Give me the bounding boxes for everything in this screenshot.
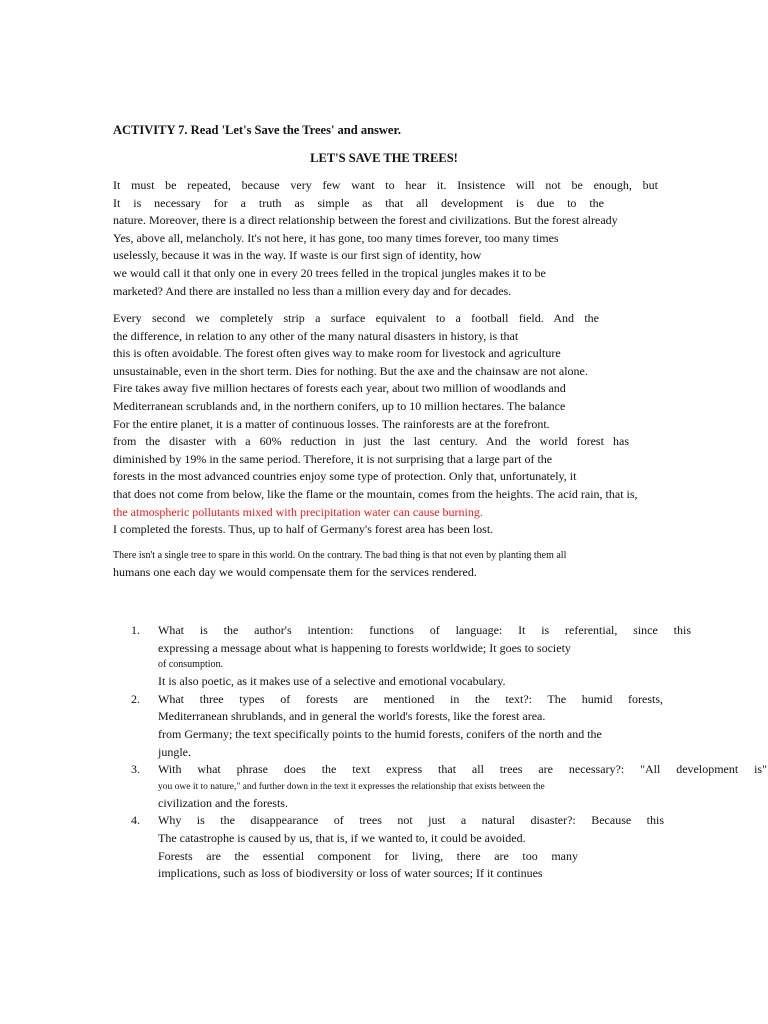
text-line: I completed the forests. Thus, up to half of Germany's forest area has been lost. <box>113 522 494 537</box>
text-line: Fire takes away five million hectares of forests each year, about two million of woodlands and <box>113 381 566 396</box>
text-line: forests in the most advanced countries enjoy some type of protection. Only that, unfortunately, it <box>113 469 577 484</box>
text-line: jungle. <box>158 744 191 759</box>
question-item <box>131 761 767 812</box>
text-line: from the disaster with a 60% reduction in just the last century. And the world forest has <box>113 434 629 449</box>
text-line: What is the author's intention: functions of language: It is referential, since this <box>158 623 691 637</box>
text-line: of consumption. <box>158 659 223 671</box>
paragraph-1 <box>113 177 658 300</box>
highlighted-text-line: the atmospheric pollutants mixed with precipitation water can cause burning. <box>113 504 483 519</box>
question-number: 2. <box>131 691 140 706</box>
text-line: Mediterranean scrublands and, in the northern conifers, up to 10 million hectares. The balance <box>113 398 566 413</box>
text-line: you owe it to nature," and further down in the text it expresses the relationship that exists between the <box>158 781 545 792</box>
questions-list <box>131 622 767 883</box>
text-line: It must be repeated, because very few want to hear it. Insistence will not be enough, but <box>113 178 658 192</box>
text-line: It is necessary for a truth as simple as that all development is due to the <box>113 195 604 210</box>
text-line: diminished by 19% in the same period. Therefore, it is not surprising that a large part of the <box>113 451 553 466</box>
text-line: nature. Moreover, there is a direct relationship between the forest and civilizations. But the forest already <box>113 213 618 228</box>
text-line: With what phrase does the text express that all trees are necessary?: "All development is" <box>158 762 767 777</box>
text-line: humans one each day we would compensate them for the services rendered. <box>113 565 477 579</box>
text-line: Yes, above all, melancholy. It's not here, it has gone, too many times forever, too many times <box>113 230 559 245</box>
text-line: we would call it that only one in every 20 trees felled in the tropical jungles makes it to be <box>113 265 546 280</box>
text-line: unsustainable, even in the short term. Dies for nothing. But the axe and the chainsaw are not alone. <box>113 363 588 378</box>
text-line: Every second we completely strip a surface equivalent to a football field. And the <box>113 311 599 325</box>
text-line: that does not come from below, like the flame or the mountain, comes from the heights. The acid rain, that is, <box>113 486 638 501</box>
text-line: civilization and the forests. <box>158 795 288 810</box>
activity-heading: ACTIVITY 7. Read 'Let's Save the Trees' and answer. <box>113 123 401 137</box>
question-item <box>131 622 767 691</box>
text-line: Mediterranean shrublands, and in general the world's forests, like the forest area. <box>158 709 546 724</box>
text-line: uselessly, because it was in the way. If waste is our first sign of identity, how <box>113 248 482 263</box>
question-item <box>131 812 767 882</box>
text-line: For the entire planet, it is a matter of continuous losses. The rainforests are at the forefront. <box>113 416 550 431</box>
text-line: The catastrophe is caused by us, that is, if we wanted to, it could be avoided. <box>158 830 526 845</box>
text-line: implications, such as loss of biodiversity or loss of water sources; If it continues <box>158 866 543 881</box>
question-number: 4. <box>131 813 140 828</box>
text-line: from Germany; the text specifically points to the humid forests, conifers of the north and the <box>158 726 602 741</box>
text-line: What three types of forests are mentioned in the text?: The humid forests, <box>158 691 663 706</box>
text-line: Why is the disappearance of trees not just a natural disaster?: Because this <box>158 813 664 828</box>
text-line: the difference, in relation to any other of the many natural disasters in history, is that <box>113 328 519 343</box>
paragraph-3 <box>113 548 658 582</box>
article-title: LET'S SAVE THE TREES! <box>310 151 458 165</box>
text-line: expressing a message about what is happening to forests worldwide; It goes to society <box>158 640 571 655</box>
text-line: marketed? And there are installed no less than a million every day and for decades. <box>113 283 512 298</box>
question-item <box>131 691 767 761</box>
text-line: There isn't a single tree to spare in this world. On the contrary. The bad thing is that not even by planting them all <box>113 550 567 561</box>
paragraph-2 <box>113 310 658 539</box>
text-line: It is also poetic, as it makes use of a selective and emotional vocabulary. <box>158 674 506 689</box>
text-line: Forests are the essential component for living, there are too many <box>158 848 578 863</box>
question-number: 3. <box>131 762 140 777</box>
text-line: this is often avoidable. The forest often gives way to make room for livestock and agriculture <box>113 346 561 361</box>
question-number: 1. <box>131 623 140 637</box>
